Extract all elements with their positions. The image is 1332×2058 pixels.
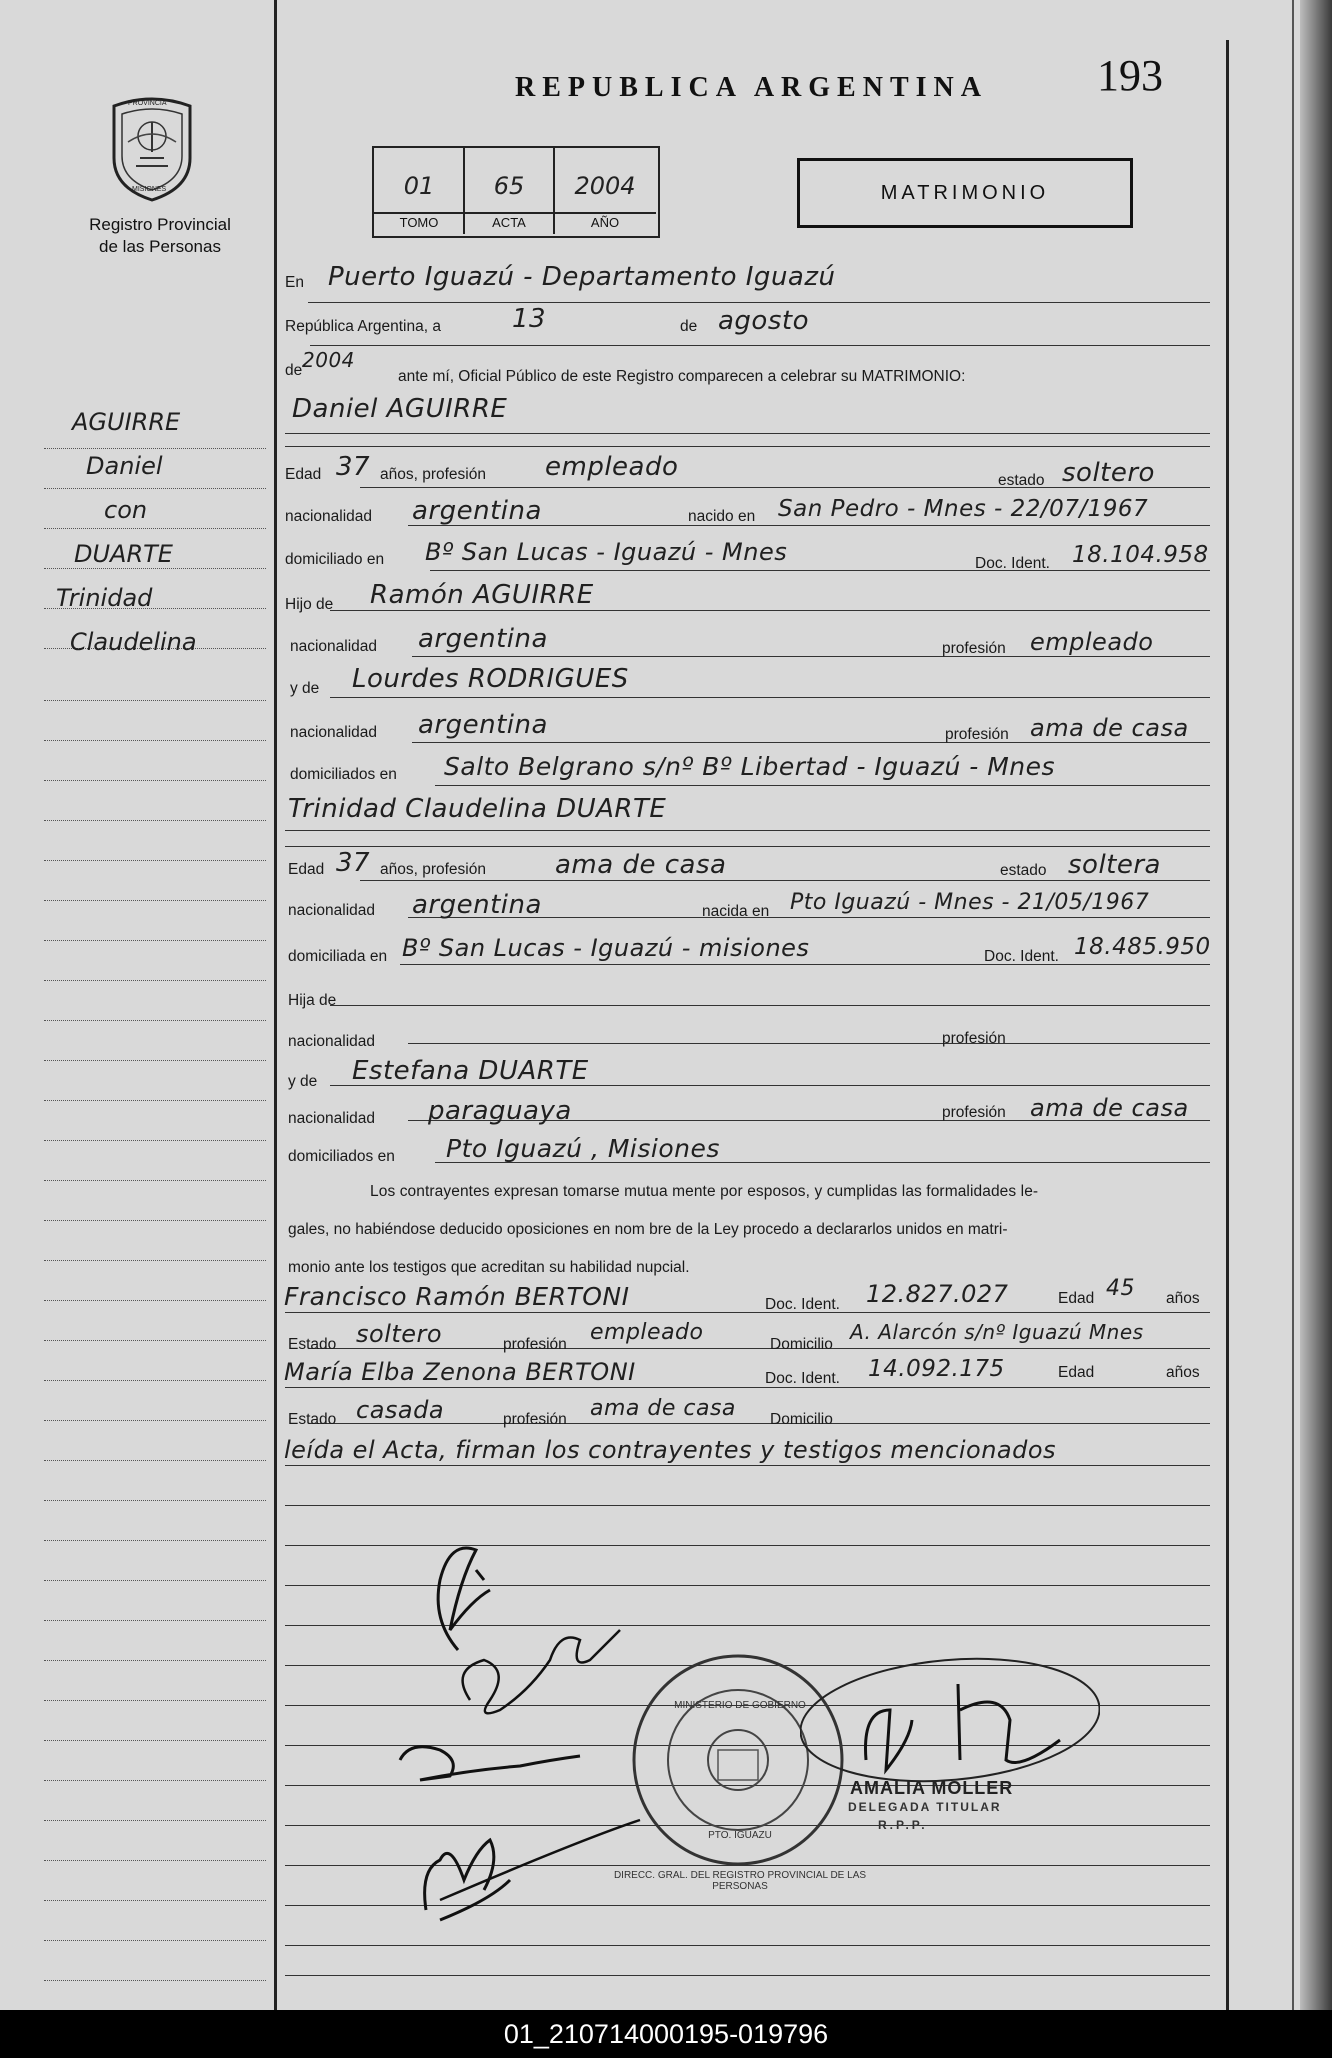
month-value: agosto [718, 306, 809, 336]
margin-line [44, 1580, 266, 1581]
record-type-box [797, 158, 1133, 228]
bride-estado-label: estado [1000, 862, 1047, 879]
form-line [285, 846, 1210, 847]
margin-line [44, 1340, 266, 1341]
margin-line [44, 1540, 266, 1541]
place-value: Puerto Iguazú - Departamento Iguazú [328, 262, 836, 292]
margin-line [44, 1460, 266, 1461]
groom-profession: empleado [545, 452, 679, 482]
witness1-domicilio-label: Domicilio [770, 1336, 833, 1353]
groom-doc: 18.104.958 [1072, 542, 1209, 568]
declaration-line-1: Los contrayentes expresan tomarse mutua mente por esposos, y cumplidas las formalidades le- [370, 1183, 1039, 1200]
margin-line [44, 488, 266, 489]
witness2-signature-icon [425, 1840, 510, 1920]
bride-mother: Estefana DUARTE [352, 1056, 589, 1086]
groom-mother: Lourdes RODRIGUES [352, 664, 629, 694]
right-border-line [1226, 40, 1229, 2010]
witness1-estado-label: Estado [288, 1336, 337, 1353]
groom-mother-nat-label: nacionalidad [290, 724, 378, 741]
form-line [285, 1975, 1210, 1976]
margin-line [44, 1820, 266, 1821]
groom-nacido-label: nacido en [688, 508, 756, 525]
form-line [285, 446, 1210, 447]
groom-mother-profession: ama de casa [1030, 714, 1189, 742]
margin-con: con [104, 496, 148, 524]
registry-label-line1: Registro Provincial [89, 215, 231, 234]
form-line [310, 1348, 1210, 1349]
form-line [435, 785, 1210, 786]
bride-nacionalidad-label: nacionalidad [288, 902, 376, 919]
margin-line [44, 1500, 266, 1501]
bride-nationality: argentina [412, 890, 542, 920]
witness2-anos-label: años [1166, 1364, 1200, 1381]
witness1-anos-label: años [1166, 1290, 1200, 1307]
form-line [285, 1465, 1210, 1466]
margin-line [44, 1420, 266, 1421]
form-line [408, 1043, 1210, 1044]
witness2-doc-label: Doc. Ident. [765, 1370, 840, 1387]
groom-birth: San Pedro - Mnes - 22/07/1967 [778, 496, 1149, 522]
groom-father-nat-label: nacionalidad [290, 638, 378, 655]
margin-line [44, 1940, 266, 1941]
witness1-profession: empleado [590, 1320, 704, 1345]
witness2-edad-label: Edad [1058, 1364, 1095, 1381]
acta-value: 65 [493, 172, 525, 200]
groom-father-nationality: argentina [418, 624, 548, 654]
page-number: 193 [1097, 51, 1163, 100]
bride-nacida-label: nacida en [702, 903, 770, 920]
margin-line [44, 780, 266, 781]
groom-yde-label: y de [290, 680, 320, 697]
margin-divider-line [274, 0, 277, 2010]
country-title: REPUBLICA ARGENTINA [515, 72, 988, 103]
margin-line [44, 1380, 266, 1381]
margin-line [44, 700, 266, 701]
margin-line [44, 448, 266, 449]
registry-label [60, 214, 260, 258]
closing-note: leída el Acta, firman los contrayentes y testigos mencionados [284, 1436, 1057, 1464]
margin-line [44, 1220, 266, 1221]
bride-parents-address: Pto Iguazú , Misiones [446, 1134, 720, 1163]
margin-line [44, 1660, 266, 1661]
bride-mother-nationality: paraguaya [428, 1096, 572, 1126]
form-line [285, 433, 1210, 434]
record-type-label: MATRIMONIO [880, 181, 1050, 204]
stamp-inner-text: MINISTERIO DE GOBIERNO [674, 1700, 806, 1711]
bride-name: Trinidad Claudelina DUARTE [288, 794, 667, 824]
groom-estado-label: estado [998, 472, 1045, 489]
margin-name-groom: Daniel [86, 452, 163, 480]
declaration-line-2: gales, no habiéndose deducido oposiciones en nom bre de la Ley procedo a declararlos unidos en matri- [288, 1221, 1008, 1238]
groom-mother-nationality: argentina [418, 710, 548, 740]
form-line [330, 697, 1210, 698]
margin-line [44, 1100, 266, 1101]
margin-line [44, 1180, 266, 1181]
registry-label-line2: de las Personas [99, 237, 221, 256]
groom-age: 37 [336, 452, 371, 482]
witness1-address: A. Alarcón s/nº Iguazú Mnes [850, 1320, 1144, 1344]
margin-line [44, 860, 266, 861]
official-name: AMALIA MOLLER [850, 1778, 1014, 1798]
margin-surname-bride: DUARTE [74, 540, 173, 568]
bride-hija-label: Hija de [288, 992, 337, 1009]
emblem-bottom-text: MISIONES [132, 186, 167, 193]
form-line [285, 830, 1210, 831]
witness1-profesion-label: profesión [503, 1336, 567, 1353]
form-line [412, 656, 1210, 657]
year-value: 2004 [302, 348, 355, 372]
bride-age: 37 [336, 848, 371, 878]
margin-line [44, 1780, 266, 1781]
tomo-value: 01 [403, 172, 435, 200]
margin-line [44, 1060, 266, 1061]
bride-edad-label: Edad [288, 861, 325, 878]
stamp-bottom-text: PTO. IGUAZU [708, 1830, 772, 1841]
image-code-banner [0, 2010, 1332, 2058]
bride-civil-status: soltera [1068, 850, 1161, 880]
bride-yde-label: y de [288, 1073, 318, 1090]
groom-domiciliado-label: domiciliado en [285, 551, 385, 568]
margin-line [44, 528, 266, 529]
witness2-domicilio-label: Domicilio [770, 1411, 833, 1428]
witness2-estado-label: Estado [288, 1411, 337, 1428]
margin-line [44, 940, 266, 941]
margin-line [44, 900, 266, 901]
groom-mother-prof-label: profesión [945, 726, 1009, 743]
bride-parents-dom-label: domiciliados en [288, 1148, 395, 1165]
groom-profesion-label: años, profesión [380, 466, 486, 483]
form-line [412, 742, 1210, 743]
form-line [330, 610, 1210, 611]
witness2-civil-status: casada [356, 1396, 445, 1424]
image-code: 01_210714000195-019796 [503, 2018, 829, 2049]
witness1-edad-label: Edad [1058, 1290, 1095, 1307]
form-line [285, 1505, 1210, 1506]
witness1-doc: 12.827.027 [866, 1280, 1009, 1308]
groom-name: Daniel AGUIRRE [292, 394, 508, 424]
official-title: DELEGADA TITULAR [848, 1800, 1002, 1814]
ano-label: AÑO [590, 215, 620, 230]
en-label: En [285, 274, 304, 291]
record-id-label-row-line [374, 212, 656, 214]
margin-line [44, 1260, 266, 1261]
form-line [308, 302, 1210, 303]
bride-doc-label: Doc. Ident. [984, 948, 1059, 965]
margin-line [44, 1740, 266, 1741]
witness1-civil-status: soltero [356, 1320, 443, 1348]
margin-line [44, 740, 266, 741]
witness2-profession: ama de casa [590, 1396, 736, 1421]
binding-edge-line [1292, 0, 1294, 2010]
margin-line [44, 568, 266, 569]
appearance-statement: ante mí, Oficial Público de este Registro comparecen a celebrar su MATRIMONIO: [398, 368, 966, 385]
official-office: R.P.P. [878, 1818, 928, 1832]
bride-domiciliada-label: domiciliada en [288, 948, 388, 965]
margin-line [44, 1300, 266, 1301]
groom-nacionalidad-label: nacionalidad [285, 508, 373, 525]
margin-line [44, 1700, 266, 1701]
groom-hijo-label: Hijo de [285, 596, 334, 613]
day-value: 13 [512, 304, 547, 334]
margin-line [44, 820, 266, 821]
groom-doc-label: Doc. Ident. [975, 555, 1050, 572]
groom-civil-status: soltero [1062, 458, 1155, 488]
ano-value: 2004 [574, 172, 636, 200]
witness2-profesion-label: profesión [503, 1411, 567, 1428]
groom-address: Bº San Lucas - Iguazú - Mnes [425, 538, 788, 566]
de-year-label: de [285, 362, 303, 379]
bride-profession: ama de casa [555, 850, 727, 880]
bride-doc: 18.485.950 [1074, 934, 1211, 960]
form-line [285, 1312, 1210, 1313]
form-line [310, 345, 1210, 346]
margin-line [44, 1860, 266, 1861]
margin-line [44, 1140, 266, 1141]
witness1-signature-icon [400, 1747, 580, 1780]
bride-signature-icon [463, 1630, 620, 1713]
margin-name2-bride: Claudelina [70, 628, 197, 656]
margin-line [44, 1620, 266, 1621]
acta-label: ACTA [492, 215, 526, 230]
groom-signature-icon [438, 1548, 490, 1650]
witness1-doc-label: Doc. Ident. [765, 1296, 840, 1313]
tomo-label: TOMO [399, 215, 439, 230]
form-line [400, 964, 1210, 965]
groom-father-profession: empleado [1030, 628, 1154, 656]
bride-mother-prof-label: profesión [942, 1104, 1006, 1121]
margin-surname-groom: AGUIRRE [72, 408, 181, 436]
witness2-name: María Elba Zenona BERTONI [284, 1358, 636, 1386]
bride-birth: Pto Iguazú - Mnes - 21/05/1967 [790, 890, 1150, 915]
witness1-age: 45 [1106, 1276, 1135, 1301]
margin-line [44, 980, 266, 981]
witness2-doc: 14.092.175 [868, 1356, 1005, 1382]
groom-parents-dom-label: domiciliados en [290, 766, 397, 783]
margin-line [44, 1980, 266, 1981]
groom-nationality: argentina [412, 496, 542, 526]
bride-father-prof-label: profesión [942, 1030, 1006, 1047]
book-binding-edge [1300, 0, 1332, 2010]
groom-edad-label: Edad [285, 466, 322, 483]
bride-address: Bº San Lucas - Iguazú - misiones [402, 934, 810, 962]
groom-father: Ramón AGUIRRE [370, 580, 594, 610]
groom-parents-address: Salto Belgrano s/nº Bº Libertad - Iguazú - Mnes [444, 752, 1056, 781]
bride-father-nat-label: nacionalidad [288, 1033, 376, 1050]
form-line [310, 1423, 1210, 1424]
bride-mother-profession: ama de casa [1030, 1094, 1189, 1122]
de-month-label: de [680, 318, 698, 335]
margin-line [44, 1900, 266, 1901]
groom-father-prof-label: profesión [942, 640, 1006, 657]
form-line [430, 570, 1210, 571]
margin-line [44, 1020, 266, 1021]
form-line [330, 1005, 1210, 1006]
bride-profesion-label: años, profesión [380, 861, 486, 878]
bride-mother-nat-label: nacionalidad [288, 1110, 376, 1127]
stamp-ring-text: DIRECC. GRAL. DEL REGISTRO PROVINCIAL DE LAS PERSONAS [613, 1870, 867, 1892]
republica-label: República Argentina, a [285, 318, 441, 335]
witness1-name: Francisco Ramón BERTONI [284, 1282, 630, 1311]
emblem-top-text: PROVINCIA [128, 100, 167, 107]
form-line [360, 880, 1210, 881]
form-line [285, 1387, 1210, 1388]
declaration-line-3: monio ante los testigos que acreditan su habilidad nupcial. [288, 1259, 690, 1276]
margin-name-bride: Trinidad [56, 584, 153, 612]
